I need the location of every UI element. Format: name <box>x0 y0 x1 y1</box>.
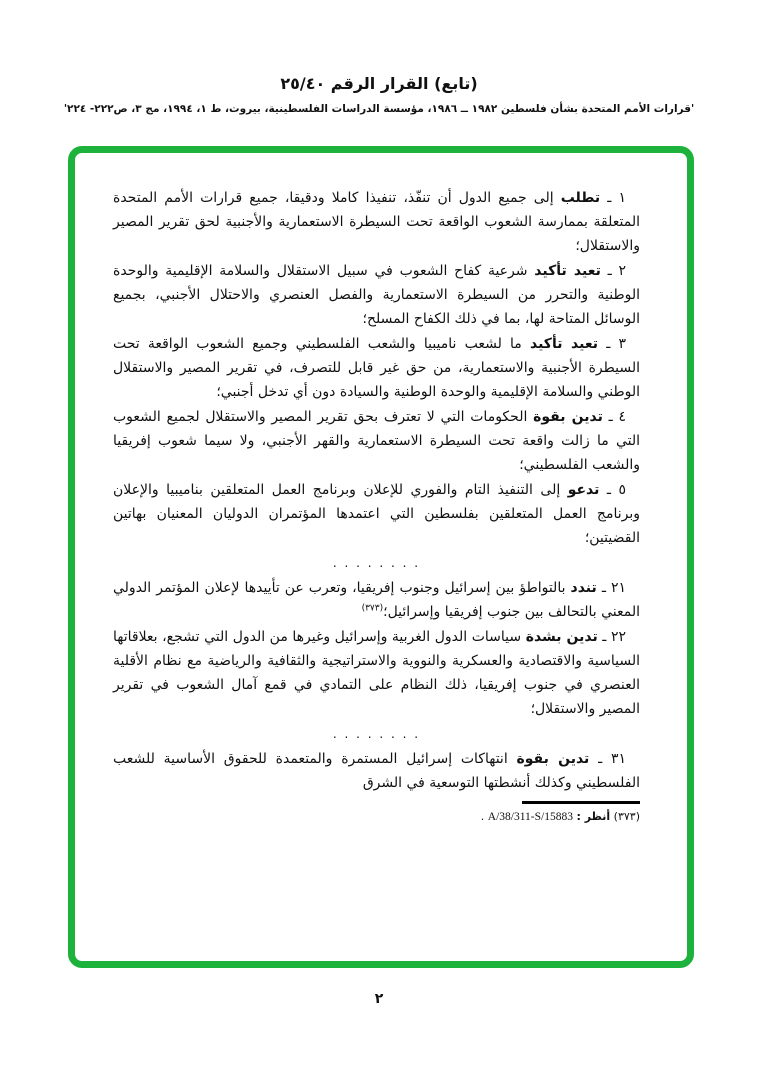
resolution-text <box>75 153 687 961</box>
source-citation: 'قرارات الأمم المتحدة بشأن فلسطين ١٩٨٢ ــ ١٩٨٦، مؤسسة الدراسات الفلسطينية، بيروت، ط ١، ١٩٩٤، مج ٣، ص٢٢٢- ٢٢٤' <box>63 103 695 115</box>
paragraph-body: بالتواطؤ بين إسرائيل وجنوب إفريقيا، وتعرب عن تأييدها لإعلان المؤتمر الدولي المعني بالتحالف بين جنوب إفريقيا وإسرائيل؛ <box>113 580 640 620</box>
ellipsis-separator: . . . . . . . . <box>332 556 421 570</box>
paragraph-lead: تدين بقوة <box>516 751 590 767</box>
paragraph-body: انتهاكات إسرائيل المستمرة والمتعمدة للحقوق الأساسية للشعب الفلسطيني وكذلك أنشطتها التوسعية في الشرق <box>113 751 640 791</box>
paragraph-number: ٢ ـ <box>607 263 627 279</box>
footnote <box>113 809 640 825</box>
paragraph-lead: تطلب <box>560 190 601 206</box>
paragraph-body: ما لشعب ناميبيا والشعب الفلسطيني وجميع الشعوب الواقعة تحت السيطرة الأجنبية والاستعمارية، من حق غير قابل للتصرف، في تقرير المصير والاستقلال الوطني والسلامة الإقليمية والوحدة الوطنية والسيادة دون أي تدخل أجنبي؛ <box>113 336 640 400</box>
footnote-period: . <box>480 810 485 823</box>
paragraph-lead: تدين بقوة <box>533 409 603 425</box>
paragraph-lead: تعيد تأكيد <box>534 263 601 279</box>
paragraph-lead: تعيد تأكيد <box>530 336 599 352</box>
resolution-paragraph-31 <box>113 747 640 795</box>
paragraph-lead: تدين بشدة <box>525 629 598 645</box>
page-title: (تابع) القرار الرقم ٢٥/٤٠ <box>280 74 478 93</box>
paragraph-lead: تندد <box>570 580 597 596</box>
paragraph-body: الحكومات التي لا تعترف بحق تقرير المصير والاستقلال لجميع الشعوب التي ما زالت واقعة تحت السيطرة الاستعمارية والقهر الأجنبي، ولا سيما شعوب إفريقيا والشعب الفلسطيني؛ <box>113 409 640 473</box>
paragraph-number: ١ ـ <box>607 190 626 206</box>
footnote-reference-mark: (٣٧٣) <box>361 603 384 614</box>
paragraph-body: شرعية كفاح الشعوب في سبيل الاستقلال والسلامة الإقليمية والوحدة الوطنية والتحرر من السيطرة الاستعمارية والفصل العنصري والاحتلال الأجنبي، بجميع الوسائل المتاحة لها، بما في ذلك الكفاح المسلح؛ <box>113 263 640 327</box>
footnote-label: أنظر : <box>576 810 611 823</box>
footnote-rule <box>522 801 640 804</box>
resolution-paragraph-21 <box>113 576 640 624</box>
paragraph-number: ٢١ ـ <box>601 580 626 596</box>
paragraph-number: ٣ ـ <box>606 336 627 352</box>
paragraph-lead: تدعو <box>567 482 600 498</box>
paragraph-body: إلى التنفيذ التام والفوري للإعلان وبرنامج العمل المتعلقين بناميبيا والإعلان وبرنامج العمل المتعلقين بفلسطين التي اعتمدها المؤتمران الدوليان المعنيان بهاتين القضيتين؛ <box>113 482 640 546</box>
resolution-paragraph-3 <box>113 332 640 404</box>
paragraph-number: ٣١ ـ <box>598 751 627 767</box>
resolution-paragraph-5 <box>113 478 640 550</box>
ellipsis-separator: . . . . . . . . <box>332 727 421 741</box>
paragraph-number: ٢٢ ـ <box>602 629 627 645</box>
resolution-paragraph-22 <box>113 625 640 721</box>
footnote-marker: (٣٧٣) <box>613 810 640 823</box>
resolution-paragraph-2 <box>113 259 640 331</box>
paragraph-body: سياسات الدول الغربية وإسرائيل وغيرها من الدول التي تشجع، بعلاقاتها السياسية والاقتصادية والعسكرية والنووية والاستراتيجية والثقافية والرياضية مع نظام الأقلية العنصري في جنوب إفريقيا، ذلك النظام على التمادي في قمع آمال الشعوب في تقرير المصير والاستقلال؛ <box>113 629 640 717</box>
paragraph-number: ٤ ـ <box>608 409 626 425</box>
page-number: ٢ <box>374 991 384 1007</box>
paragraph-body: إلى جميع الدول أن تنفّذ، تنفيذا كاملا ودقيقا، جميع قرارات الأمم المتحدة المتعلقة بممارسة الشعوب الواقعة تحت السيطرة الاستعمارية والأجنبية لحق تقرير المصير والاستقلال؛ <box>113 190 640 254</box>
footnote-reference: A/38/311-S/15883 <box>487 811 573 823</box>
resolution-green-box <box>68 146 694 968</box>
paragraph-number: ٥ ـ <box>606 482 627 498</box>
resolution-paragraph-1 <box>113 186 640 258</box>
resolution-paragraph-4 <box>113 405 640 477</box>
